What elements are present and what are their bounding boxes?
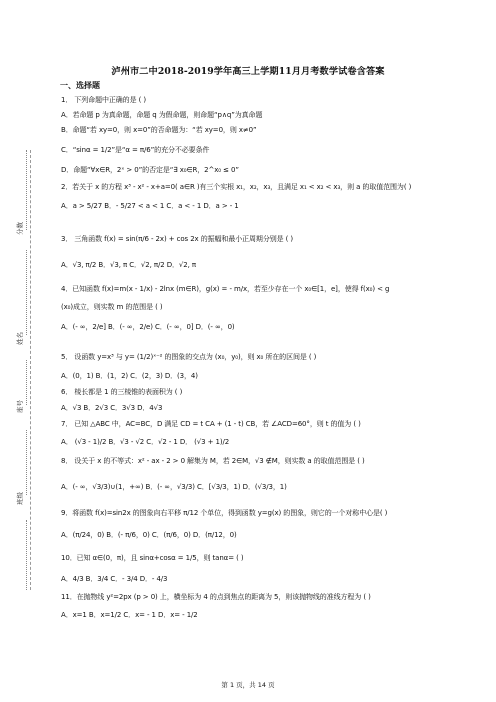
cut-line — [30, 150, 31, 590]
options-6: A．√3 B．2√3 C．3√3 D．4√3 — [61, 404, 163, 412]
dotted-line — [26, 360, 27, 405]
options-5: A．(0，1) B．(1，2) C．(2，3) D．(3，4) — [61, 372, 198, 380]
question-3: 3． 三角函数 f(x) = sin(π/6 - 2x) + cos 2x 的振幅和最小正周期分别是 ( ) — [61, 235, 294, 243]
score-label: 分数 — [16, 222, 24, 235]
options-9: A．(π/24，0) B．(- π/6，0) C．(π/6，0) D．(π/12，0) — [61, 531, 237, 539]
page-footer: 第 1 页，共 14 页 — [221, 681, 275, 689]
option-line: B．命题“若 xy=0，则 x=0”的否命题为：“若 xy=0，则 x≠0” — [61, 126, 257, 134]
options-10: A．4/3 B．3/4 C．- 3/4 D．- 4/3 — [61, 575, 168, 583]
seat-label: 座号 — [16, 400, 24, 413]
question-11: 11．在抛物线 y²=2px (p > 0) 上，横坐标为 4 的点到焦点的距离为 5，则该抛物线的准线方程为 ( ) — [61, 593, 371, 601]
question-9: 9．将函数 f(x)=sin2x 的图象向右平移 π/12 个单位，得到函数 y=g(x) 的图象，则它的一个对称中心是( ) — [61, 509, 388, 517]
question-10: 10．已知 α∈(0，π)，且 sinα+cosα = 1/5，则 tanα= ( ) — [61, 554, 244, 562]
question-1: 1． 下列命题中正确的是 ( ) — [61, 96, 146, 104]
options-4: A．(- ∞，2/e] B．(- ∞，2/e) C．(- ∞，0] D．(- ∞，0) — [61, 323, 235, 331]
question-5: 5． 设函数 y=x³ 与 y= (1/2)ˣ⁻² 的图象的交点为 (x₀，y₀)，则 x₀ 所在的区间是 ( ) — [61, 353, 317, 361]
question-2: 2．若关于 x 的方程 x³ - x² - x+a=0( a∈R )有三个实根 x₁，x₂，x₃，且满足 x₁ < x₂ < x₃，则 a 的取值范围为( ) — [61, 183, 412, 191]
class-label: 班级 — [16, 492, 24, 505]
options-8: A．(- ∞，√3/3)∪(1，+∞) B．(- ∞，√3/3) C．[√3/3，1) D．(√3/3，1) — [61, 483, 287, 491]
dotted-line — [26, 250, 27, 335]
question-7: 7． 已知 △ABC 中，AC=BC，D 满足 CD = t CA + (1 - t) CB，若 ∠ACD=60°，则 t 的值为 ( ) — [61, 420, 361, 428]
question-4-cont: (x₀)成立，则实数 m 的范围是 ( ) — [61, 303, 163, 311]
options-11: A．x=1 B．x=1/2 C．x= - 1 D．x= - 1/2 — [61, 611, 198, 619]
question-6: 6． 棱长都是 1 的三棱锥的表面积为 ( ) — [61, 388, 183, 396]
options-2: A．a > 5/27 B．- 5/27 < a < 1 C．a < - 1 D．a > - 1 — [61, 202, 239, 210]
options-7: A． (√3 - 1)/2 B．√3 - √2 C．√2 - 1 D． (√3 + 1)/2 — [61, 438, 230, 446]
dotted-line — [26, 430, 27, 495]
binding-margin — [0, 150, 40, 590]
exam-title: 泸州市二中2018-2019学年高三上学期11月月考数学试卷含答案 — [111, 66, 385, 77]
dotted-line — [26, 150, 27, 230]
option-line: D．命题“∀x∈R，2ˣ > 0”的否定是“∃ x₀∈R，2^x₀ ≤ 0” — [61, 166, 239, 174]
question-8: 8． 设关于 x 的不等式：x² - ax - 2 > 0 解集为 M，若 2∈M，√3 ∉M，则实数 a 的取值范围是 ( ) — [61, 457, 365, 465]
options-3: A．√3, π/2 B．√3, π C．√2, π/2 D．√2, π — [61, 261, 196, 269]
name-label: 姓名 — [16, 332, 24, 345]
option-line: C．“sinα = 1/2”是“α = π/6”的充分不必要条件 — [61, 146, 210, 154]
dotted-line — [26, 520, 27, 590]
option-line: A．若命题 p 为真命题，命题 q 为假命题，则命题“p∧q”为真命题 — [61, 111, 263, 119]
section-heading: 一、选择题 — [60, 81, 100, 90]
question-4: 4．已知函数 f(x)=m(x - 1/x) - 2lnx (m∈R)，g(x) = - m/x，若至少存在一个 x₀∈[1，e]，使得 f(x₀) < g — [61, 285, 390, 293]
